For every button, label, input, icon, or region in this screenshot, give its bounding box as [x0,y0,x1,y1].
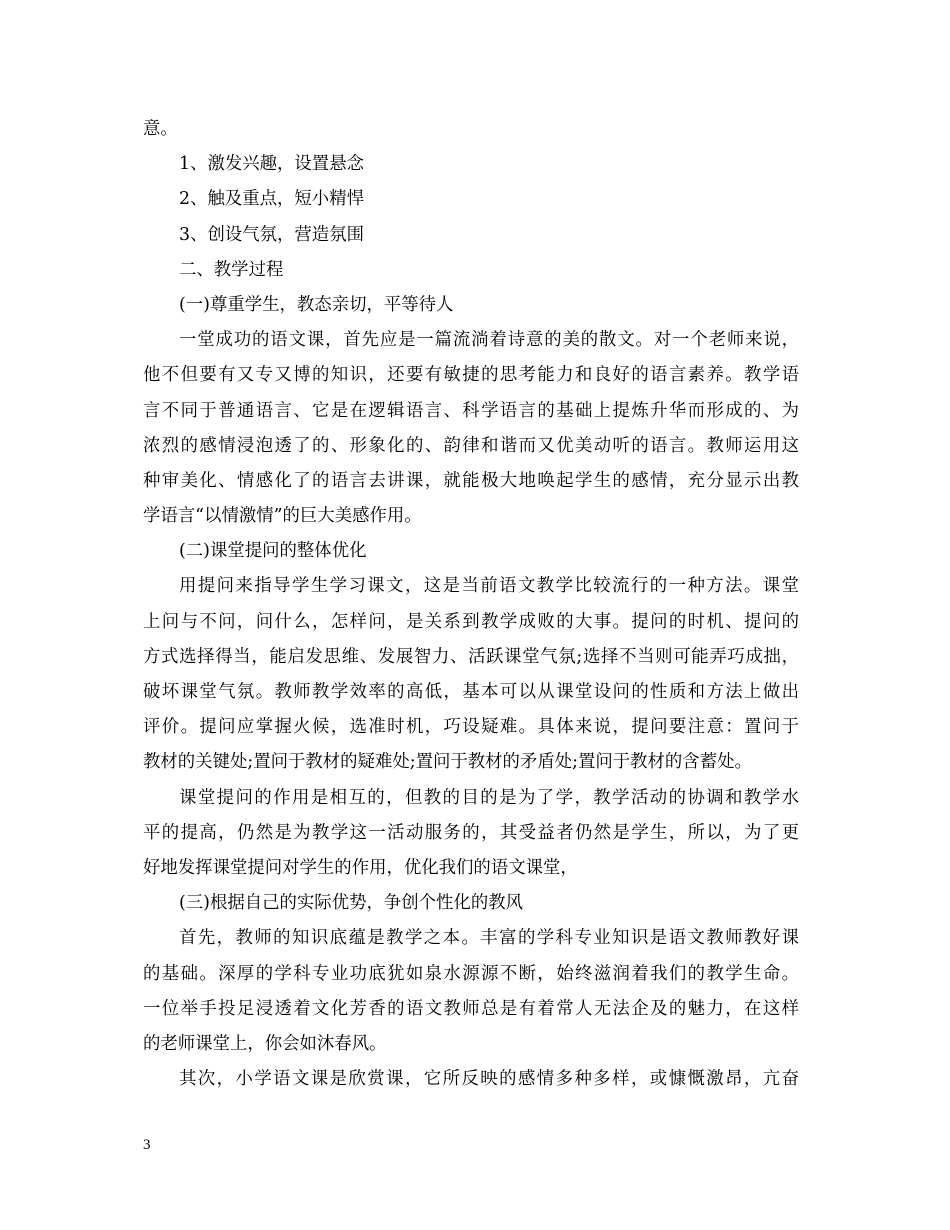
text-line: 学语言“以情激情”的巨大美感作用。 [143,506,422,527]
text-line: 教材的关键处;置问于教材的疑难处;置问于教材的矛盾处;置问于教材的含蓄处。 [143,752,752,773]
text-line: 他不但要有又专又博的知识，还要有敏捷的思考能力和良好的语言素养。教学语 [143,365,799,386]
text-line: 平的提高，仍然是为教学这一活动服务的，其受益者仍然是学生，所以，为了更 [143,822,799,843]
text-line: 其次，小学语文课是欣赏课，它所反映的感情多种多样，或慷慨激昂，亢奋 [179,1069,799,1090]
text-line: 二、教学过程 [179,259,284,280]
text-line: 种审美化、情感化了的语言去讲课，就能极大地唤起学生的感情，充分显示出教 [143,470,799,491]
text-line: 首先，教师的知识底蕴是教学之本。丰富的学科专业知识是语文教师教好课 [179,928,799,949]
document-body [143,112,799,1097]
text-line: 浓烈的感情浸泡透了的、形象化的、韵律和谐而又优美动听的语言。教师运用这 [143,435,799,456]
text-line: 的老师课堂上，你会如沐春风。 [143,1033,387,1054]
text-line: 一堂成功的语文课，首先应是一篇流淌着诗意的美的散文。对一个老师来说， [179,330,799,351]
text-line: 言不同于普通语言、它是在逻辑语言、科学语言的基础上提炼升华而形成的、为 [143,400,799,421]
text-line: 评价。提问应掌握火候，选准时机，巧设疑难。具体来说，提问要注意：置问于 [143,717,799,738]
text-line: 破坏课堂气氛。教师教学效率的高低，基本可以从课堂设问的性质和方法上做出 [143,682,799,702]
text-line: 一位举手投足浸透着文化芳香的语文教师总是有着常人无法企及的魅力，在这样 [143,998,799,1019]
text-line: 的基础。深厚的学科专业功底犹如泉水源源不断，始终滋润着我们的教学生命。 [143,963,799,984]
text-line: 2、触及重点，短小精悍 [179,189,364,210]
text-line: 1、激发兴趣，设置悬念 [179,154,364,175]
text-line: (二)课堂提问的整体优化 [179,541,367,562]
text-line: 好地发挥课堂提问对学生的作用，优化我们的语文课堂， [143,857,578,878]
text-line: 3、创设气氛，营造氛围 [179,224,364,245]
text-line: (一)尊重学生，教态亲切，平等待人 [179,294,454,315]
text-line: 上问与不问，问什么，怎样问，是关系到教学成败的大事。提问的时机、提问的 [143,611,799,632]
text-line: (三)根据自己的实际优势，争创个性化的教风 [179,893,523,914]
text-line: 用提问来指导学生学习课文，这是当前语文教学比较流行的一种方法。课堂 [179,576,799,597]
text-line: 课堂提问的作用是相互的，但教的目的是为了学，教学活动的协调和教学水 [179,787,799,808]
text-line: 意。 [143,119,178,139]
text-line: 方式选择得当，能启发思维、发展智力、活跃课堂气氛;选择不当则可能弄巧成拙， [143,646,799,667]
page-number: 3 [143,1137,151,1153]
